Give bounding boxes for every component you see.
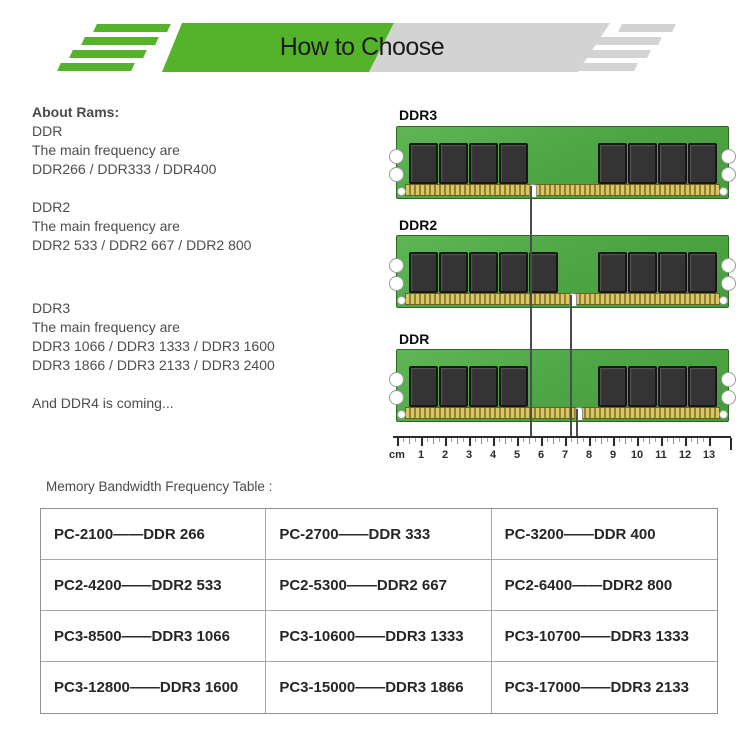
module-label-ddr3: DDR3 bbox=[399, 107, 438, 123]
ruler-minor-tick bbox=[601, 438, 602, 444]
table-cell: PC3-12800——DDR3 1600 bbox=[41, 662, 266, 713]
edge-notch bbox=[389, 390, 404, 405]
memory-chip-icon bbox=[499, 143, 528, 184]
speed-stripe-icon bbox=[582, 50, 651, 58]
ruler-minor-tick bbox=[625, 438, 626, 444]
ruler-line bbox=[393, 436, 731, 438]
memory-chip-icon bbox=[499, 252, 528, 293]
speed-stripe-icon bbox=[57, 63, 135, 71]
ruler-tick bbox=[565, 438, 567, 446]
about-ddr-name: DDR bbox=[32, 123, 63, 139]
mount-hole bbox=[397, 296, 406, 305]
ruler-label: 4 bbox=[489, 449, 497, 461]
ruler-minor-tick bbox=[487, 438, 488, 442]
ruler-minor-tick bbox=[607, 438, 608, 442]
ruler-minor-tick bbox=[553, 438, 554, 444]
about-ddr-line: DDR266 / DDR333 / DDR400 bbox=[32, 161, 217, 177]
about-rams-section bbox=[32, 103, 382, 413]
table-cell: PC2-5300——DDR2 667 bbox=[266, 560, 491, 611]
pin-strip bbox=[405, 184, 720, 196]
ruler-minor-tick bbox=[577, 438, 578, 444]
ruler-minor-tick bbox=[409, 438, 410, 444]
callout-line-ddr3 bbox=[530, 186, 532, 436]
ruler-label: 5 bbox=[513, 449, 521, 461]
table-cell: PC2-4200——DDR2 533 bbox=[41, 560, 266, 611]
ruler-label: 7 bbox=[561, 449, 569, 461]
ruler-tick bbox=[589, 438, 591, 446]
ruler-minor-tick bbox=[475, 438, 476, 442]
memory-chip-icon bbox=[469, 366, 498, 407]
memory-chip-icon bbox=[439, 252, 468, 293]
callout-line-ddr2 bbox=[570, 295, 572, 436]
memory-chip-icon bbox=[409, 143, 438, 184]
about-ddr2-line: The main frequency are bbox=[32, 218, 180, 234]
ram-module-ddr2 bbox=[396, 235, 729, 308]
pin-strip bbox=[405, 407, 720, 419]
speed-stripe-icon bbox=[618, 24, 676, 32]
module-label-ddr2: DDR2 bbox=[399, 217, 438, 233]
table-cell: PC3-17000——DDR3 2133 bbox=[504, 679, 689, 696]
memory-chip-icon bbox=[439, 143, 468, 184]
about-ddr3-line: DDR3 1866 / DDR3 2133 / DDR3 2400 bbox=[32, 357, 275, 373]
table-cell: PC-3200——DDR 400 bbox=[492, 509, 717, 560]
ruler-minor-tick bbox=[523, 438, 524, 442]
ruler-minor-tick bbox=[511, 438, 512, 442]
table-cell: PC2-6400——DDR2 800 bbox=[492, 560, 717, 611]
frequency-table bbox=[40, 508, 718, 714]
about-ddr2-line: DDR2 533 / DDR2 667 / DDR2 800 bbox=[32, 237, 252, 253]
edge-notch bbox=[721, 372, 736, 387]
ruler-label: 3 bbox=[465, 449, 473, 461]
memory-chip-icon bbox=[409, 366, 438, 407]
ruler-tick bbox=[661, 438, 663, 446]
mount-hole bbox=[719, 296, 728, 305]
memory-chip-icon bbox=[688, 143, 717, 184]
about-ddr3-name: DDR3 bbox=[32, 300, 71, 316]
about-heading: About Rams: bbox=[32, 104, 120, 120]
memory-chip-icon bbox=[469, 143, 498, 184]
edge-notch bbox=[721, 276, 736, 291]
memory-chip-icon bbox=[658, 143, 687, 184]
about-ddr bbox=[32, 122, 382, 179]
memory-chip-icon bbox=[688, 366, 717, 407]
ruler-minor-tick bbox=[403, 438, 404, 442]
ruler-minor-tick bbox=[679, 438, 680, 442]
memory-chip-icon bbox=[529, 252, 558, 293]
speed-stripe-icon bbox=[93, 24, 171, 32]
speed-stripe-icon bbox=[568, 63, 638, 71]
ruler-minor-tick bbox=[457, 438, 458, 444]
ram-module-ddr3 bbox=[396, 126, 729, 199]
edge-notch bbox=[721, 149, 736, 164]
ruler-tick bbox=[613, 438, 615, 446]
edge-notch bbox=[721, 258, 736, 273]
memory-chip-icon bbox=[499, 366, 528, 407]
mount-hole bbox=[397, 410, 406, 419]
mount-hole bbox=[397, 187, 406, 196]
callout-line-ddr bbox=[576, 409, 578, 436]
about-ddr3 bbox=[32, 299, 382, 375]
ruler-tick bbox=[637, 438, 639, 446]
ruler-tick bbox=[493, 438, 495, 446]
table-cell: PC-2700——DDR 333 bbox=[266, 509, 491, 560]
edge-notch bbox=[389, 167, 404, 182]
about-ddr-line: The main frequency are bbox=[32, 142, 180, 158]
ruler-label: 6 bbox=[537, 449, 545, 461]
ruler-label: 9 bbox=[609, 449, 617, 461]
speed-stripe-icon bbox=[596, 37, 662, 45]
table-cell: PC3-15000——DDR3 1866 bbox=[266, 662, 491, 713]
memory-chip-icon bbox=[658, 252, 687, 293]
ruler-label: 11 bbox=[655, 449, 667, 461]
ruler-label: cm bbox=[389, 449, 405, 461]
ruler-tick bbox=[541, 438, 543, 446]
ruler-tick bbox=[397, 438, 399, 446]
ruler-minor-tick bbox=[529, 438, 530, 444]
ruler-minor-tick bbox=[673, 438, 674, 444]
edge-notch bbox=[389, 149, 404, 164]
memory-chip-icon bbox=[628, 366, 657, 407]
table-title: Memory Bandwidth Frequency Table : bbox=[46, 479, 273, 494]
ruler-minor-tick bbox=[583, 438, 584, 442]
ruler-minor-tick bbox=[697, 438, 698, 444]
speed-stripe-icon bbox=[69, 50, 147, 58]
edge-notch bbox=[721, 390, 736, 405]
edge-notch bbox=[721, 167, 736, 182]
memory-chip-icon bbox=[439, 366, 468, 407]
ruler-label: 13 bbox=[702, 449, 716, 461]
edge-notch bbox=[389, 372, 404, 387]
ruler-minor-tick bbox=[427, 438, 428, 442]
pin-strip bbox=[405, 293, 720, 305]
mount-hole bbox=[719, 187, 728, 196]
about-ddr2 bbox=[32, 198, 382, 255]
about-ddr3-line: The main frequency are bbox=[32, 319, 180, 335]
ruler-label: 10 bbox=[630, 449, 644, 461]
ruler-tick bbox=[445, 438, 447, 446]
edge-notch bbox=[389, 258, 404, 273]
ruler-minor-tick bbox=[649, 438, 650, 444]
ruler-end-tick bbox=[730, 438, 732, 450]
table-cell: PC3-8500——DDR3 1066 bbox=[41, 611, 266, 662]
memory-chip-icon bbox=[598, 143, 627, 184]
ruler-minor-tick bbox=[499, 438, 500, 442]
ruler-minor-tick bbox=[559, 438, 560, 442]
ruler-minor-tick bbox=[571, 438, 572, 442]
ruler-minor-tick bbox=[655, 438, 656, 442]
ruler-minor-tick bbox=[535, 438, 536, 442]
memory-chip-icon bbox=[598, 252, 627, 293]
ruler-minor-tick bbox=[439, 438, 440, 442]
ruler-tick bbox=[709, 438, 711, 446]
memory-chip-icon bbox=[688, 252, 717, 293]
memory-chip-icon bbox=[628, 252, 657, 293]
ruler-minor-tick bbox=[643, 438, 644, 442]
ruler-minor-tick bbox=[415, 438, 416, 442]
ruler-minor-tick bbox=[691, 438, 692, 442]
banner-title: How to Choose bbox=[279, 33, 445, 61]
table-cell: PC3-10700——DDR3 1333 bbox=[492, 611, 717, 662]
memory-chip-icon bbox=[469, 252, 498, 293]
ruler-label: 2 bbox=[441, 449, 449, 461]
ruler-label: 8 bbox=[585, 449, 593, 461]
edge-notch bbox=[389, 276, 404, 291]
ruler-minor-tick bbox=[547, 438, 548, 442]
ruler-label: 12 bbox=[678, 449, 692, 461]
table-cell: PC3-10600——DDR3 1333 bbox=[266, 611, 491, 662]
mount-hole bbox=[719, 410, 728, 419]
speed-stripe-icon bbox=[81, 37, 159, 45]
ruler-minor-tick bbox=[433, 438, 434, 444]
module-label-ddr: DDR bbox=[399, 331, 430, 347]
ruler-minor-tick bbox=[481, 438, 482, 444]
memory-chip-icon bbox=[658, 366, 687, 407]
ruler-minor-tick bbox=[619, 438, 620, 442]
ruler-tick bbox=[469, 438, 471, 446]
about-footnote: And DDR4 is coming... bbox=[32, 395, 174, 411]
ruler-minor-tick bbox=[505, 438, 506, 444]
ruler-minor-tick bbox=[667, 438, 668, 442]
ruler-tick bbox=[421, 438, 423, 446]
about-ddr3-line: DDR3 1066 / DDR3 1333 / DDR3 1600 bbox=[32, 338, 275, 354]
memory-chip-icon bbox=[598, 366, 627, 407]
about-ddr2-name: DDR2 bbox=[32, 199, 71, 215]
ruler bbox=[389, 436, 739, 464]
ruler-minor-tick bbox=[595, 438, 596, 442]
memory-chip-icon bbox=[409, 252, 438, 293]
ruler-tick bbox=[685, 438, 687, 446]
ram-module-ddr bbox=[396, 349, 729, 422]
ruler-minor-tick bbox=[631, 438, 632, 442]
ruler-minor-tick bbox=[703, 438, 704, 442]
ruler-tick bbox=[517, 438, 519, 446]
table-cell: PC-2100——DDR 266 bbox=[41, 509, 266, 560]
ruler-label: 1 bbox=[417, 449, 425, 461]
ruler-minor-tick bbox=[451, 438, 452, 442]
ruler-minor-tick bbox=[463, 438, 464, 442]
memory-chip-icon bbox=[628, 143, 657, 184]
